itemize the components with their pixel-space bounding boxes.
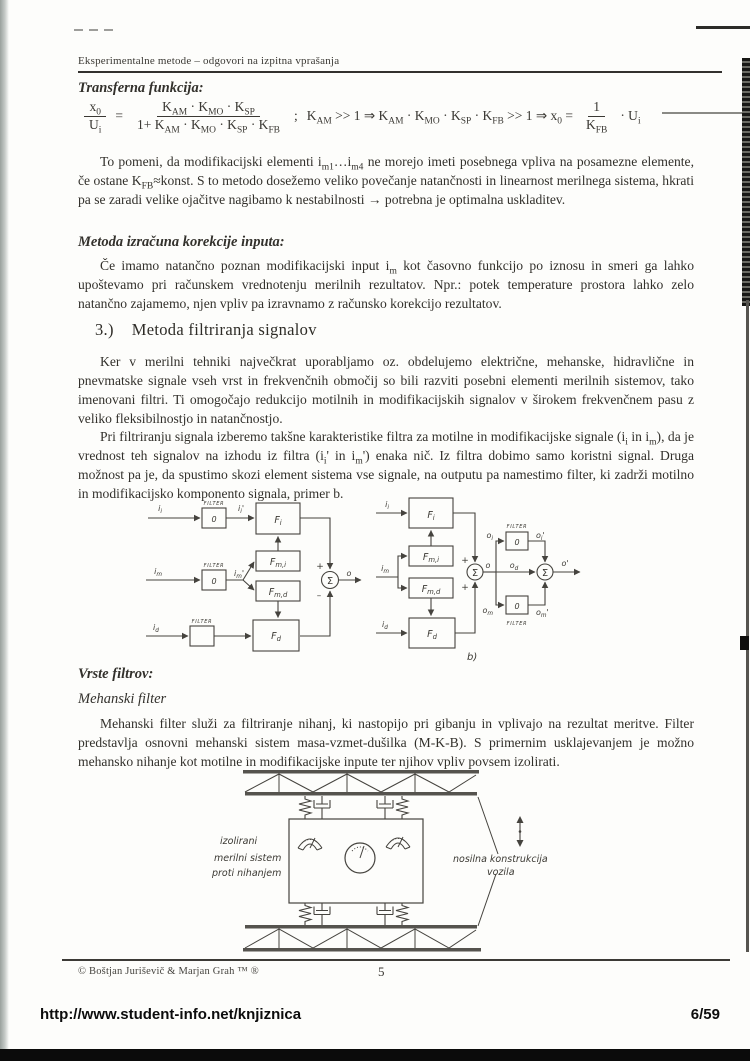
isolated-system-label: proti nihanjem (212, 868, 282, 879)
filter-label: FILTER (191, 619, 213, 625)
transfer-function-heading: Transferna funkcija: (78, 80, 204, 96)
element-label: $F_d$ (271, 631, 281, 643)
fraction-denominator: $1+ K_{AM} \cdot K_{MO} \cdot K_{SP} \cdot K_{FB}$ (137, 116, 280, 136)
scan-left-edge (0, 0, 9, 1061)
filter-label: FILTER (203, 563, 225, 569)
fraction-gain (132, 99, 285, 134)
output-label: o (485, 561, 491, 570)
section-3-heading (95, 320, 317, 340)
filter-label: FILTER (203, 501, 225, 507)
element-label: $F_{m,i}$ (269, 557, 287, 569)
output-label: o' (561, 559, 569, 568)
element-label: $F_i$ (274, 515, 282, 527)
paragraph-transfer: To pomeni, da modifikacijski elementi $i_{m1}\dots i_{m4}$ ne morejo imeti posebnega vpliva na posamezne elemente, če ostane $K_{FB}\approx konst$. S to metodo dosežemo veliko povečanje natančnosti in linearnost merilnega sistema, hkrati pa se zaradi velike ojačitve nagibamo k nestabilnosti → potrebna je optimalna uskladitev. (78, 154, 694, 207)
element-label: $F_{m,i}$ (422, 552, 440, 564)
filter-gain: 0 (211, 577, 217, 586)
scan-artifact-line-top (696, 26, 750, 29)
vehicle-structure-bottom (243, 925, 481, 952)
paragraph-filtering-1: Ker v merilni tehniki največkrat uporabljamo oz. obdelujemo električne, mehanske, hidravlične in pnevmatske signale vseh vrst in frekvenčnih območij so bili razviti posebni elementi merilnih sistemov, tako imenovani filtri. Ti omogočajo redukcijo motilnih in modifikacijskih signalov v širokem frekvenčnem pasu z veliko fleksibilnostjo in natančnostjo. (78, 354, 694, 426)
isolated-system-label: merilni sistem (214, 853, 282, 864)
filter-block-diagrams (140, 497, 660, 669)
page-indicator: 6/59 (690, 1006, 720, 1023)
signal-label: $o_m$ (482, 606, 493, 617)
section-title: Metoda filtriranja signalov (131, 320, 317, 339)
signal-label: $o_i'$ (536, 531, 545, 542)
vehicle-structure-label: nosilna konstrukcija (453, 854, 548, 865)
output-label: o (346, 569, 352, 578)
filter-gain: 0 (514, 538, 520, 547)
paragraph-filtering-2: Pri filtriranju signala izberemo takšne karakteristike filtra za motilne in modifikacijske signale ($i_i$ in $i_m$), da je vrednost teh signalov na izhodu iz filtra ($i_i'$ in $i_m'$) enaka nič. Iz filtra dobimo samo koristni signal. Druga možnost pa je, da spustimo skozi element sistema vse signale, na outputu pa namestimo filter, ki zadrži motilno in modifikacijsko komponento signala, primer b. (78, 429, 694, 501)
block-diagram-a-labels (153, 501, 351, 643)
element-label: $F_i$ (427, 510, 435, 522)
minus-sign: – (316, 591, 322, 601)
copyright-line: © Boštjan Juriševič & Marjan Grah ™ ® (78, 966, 259, 977)
filter-label: FILTER (506, 621, 528, 627)
signal-label: $i_m$ (154, 567, 162, 578)
fraction-numerator: $K_{AM} \cdot K_{MO} \cdot K_{SP}$ (157, 99, 260, 117)
signal-label: $i_m'$ (233, 569, 245, 580)
fraction-numerator: $x_0$ (84, 99, 105, 117)
scan-right-blob (740, 636, 749, 650)
sum-symbol: Σ (541, 568, 549, 579)
formula-tail: · $U_i$ (620, 108, 641, 128)
measuring-instrument-box (289, 819, 423, 903)
signal-label: $o_d$ (509, 561, 519, 572)
fraction-numerator: 1 (588, 99, 605, 117)
isolated-system-label: izolirani (220, 836, 258, 847)
mechanical-filter-heading: Mehanski filter (78, 691, 167, 707)
element-label: $F_{m,d}$ (268, 587, 288, 599)
plus-sign: + (461, 583, 469, 593)
filter-label: FILTER (506, 524, 528, 530)
signal-label: $i_m$ (381, 564, 389, 575)
scan-right-binding (742, 58, 750, 306)
fraction-lhs (84, 99, 106, 134)
formula-condition: $K_{AM} >> 1$ ⇒ $K_{AM} \cdot K_{MO} \cdot K_{SP} \cdot K_{FB} >> 1$ ⇒ $x_0$ = (306, 108, 574, 128)
fraction-denominator: $U_i$ (89, 116, 102, 136)
signal-label: $o_i$ (486, 531, 493, 542)
bottom-black-bar (0, 1049, 750, 1061)
vehicle-structure-label: vozila (487, 867, 515, 878)
spring-damper-bottom (299, 903, 408, 926)
fraction-result (581, 99, 612, 134)
mechanical-diagram-labels (211, 836, 548, 879)
signal-label: $i_i'$ (237, 504, 245, 515)
signal-label: $i_d$ (153, 623, 159, 634)
signal-label: $i_d$ (382, 620, 388, 631)
paragraph-correction: Če imamo natančno poznan modifikacijski input $i_m$ kot časovno funkcijo po iznosu in smeri ga lahko upoštevamo pri računskem vrednotenju merilnih rezultatov. Npr.: potek temperature prostora lahko zelo natančno zajamemo, njen vpliv pa izravnamo z računsko korekcijo rezultatov. (78, 258, 694, 311)
vibration-arrow-icon (517, 816, 524, 847)
page-number: 5 (378, 964, 385, 979)
footer-rule (62, 959, 730, 961)
element-label: $F_{m,d}$ (421, 584, 441, 596)
signal-label: $o_m'$ (536, 608, 549, 619)
mechanical-filter-diagram (150, 770, 630, 965)
vehicle-structure-top (243, 770, 479, 796)
plus-sign: + (316, 562, 324, 572)
filter-gain: 0 (514, 602, 520, 611)
sum-symbol: Σ (471, 568, 479, 579)
sum-symbol: Σ (326, 576, 334, 587)
scan-right-edge-line (746, 300, 749, 952)
diagram-b-caption: b) (467, 652, 478, 663)
correction-method-heading: Metoda izračuna korekcije inputa: (78, 234, 285, 250)
spring-damper-top (299, 796, 408, 819)
filter-types-heading: Vrste filtrov: (78, 666, 154, 682)
filter-gain: 0 (211, 515, 217, 524)
signal-label: $i_i$ (158, 504, 162, 515)
plus-sign: + (461, 556, 469, 566)
paragraph-mechanical-filter: Mehanski filter služi za filtriranje nihanj, ki nastopijo pri gibanju in vplivajo na rezultat meritve. Filter predstavlja osnovni mehanski sistem masa-vzmet-dušilka (M-K-B). S primernim usklajevanjem je možno mehansko nihanje kot motilne in modifikacijske inpute ter njihov vpliv povsem izolirati. (78, 716, 694, 769)
scan-artifact-dashes (74, 29, 118, 31)
scan-artifact-line-2 (662, 112, 750, 114)
semicolon: ; (293, 108, 298, 124)
transfer-function-formula (84, 99, 641, 134)
running-header (78, 55, 722, 73)
fraction-denominator: $K_{FB}$ (586, 116, 608, 136)
source-url: http://www.student-info.net/knjiznica (40, 1006, 302, 1023)
element-label: $F_d$ (427, 629, 437, 641)
equals-sign: = (115, 108, 123, 124)
section-number: 3.) (95, 320, 114, 339)
signal-label: $i_i$ (385, 500, 389, 511)
running-header-text: Eksperimentalne metode – odgovori na izpitna vprašanja (78, 55, 340, 67)
